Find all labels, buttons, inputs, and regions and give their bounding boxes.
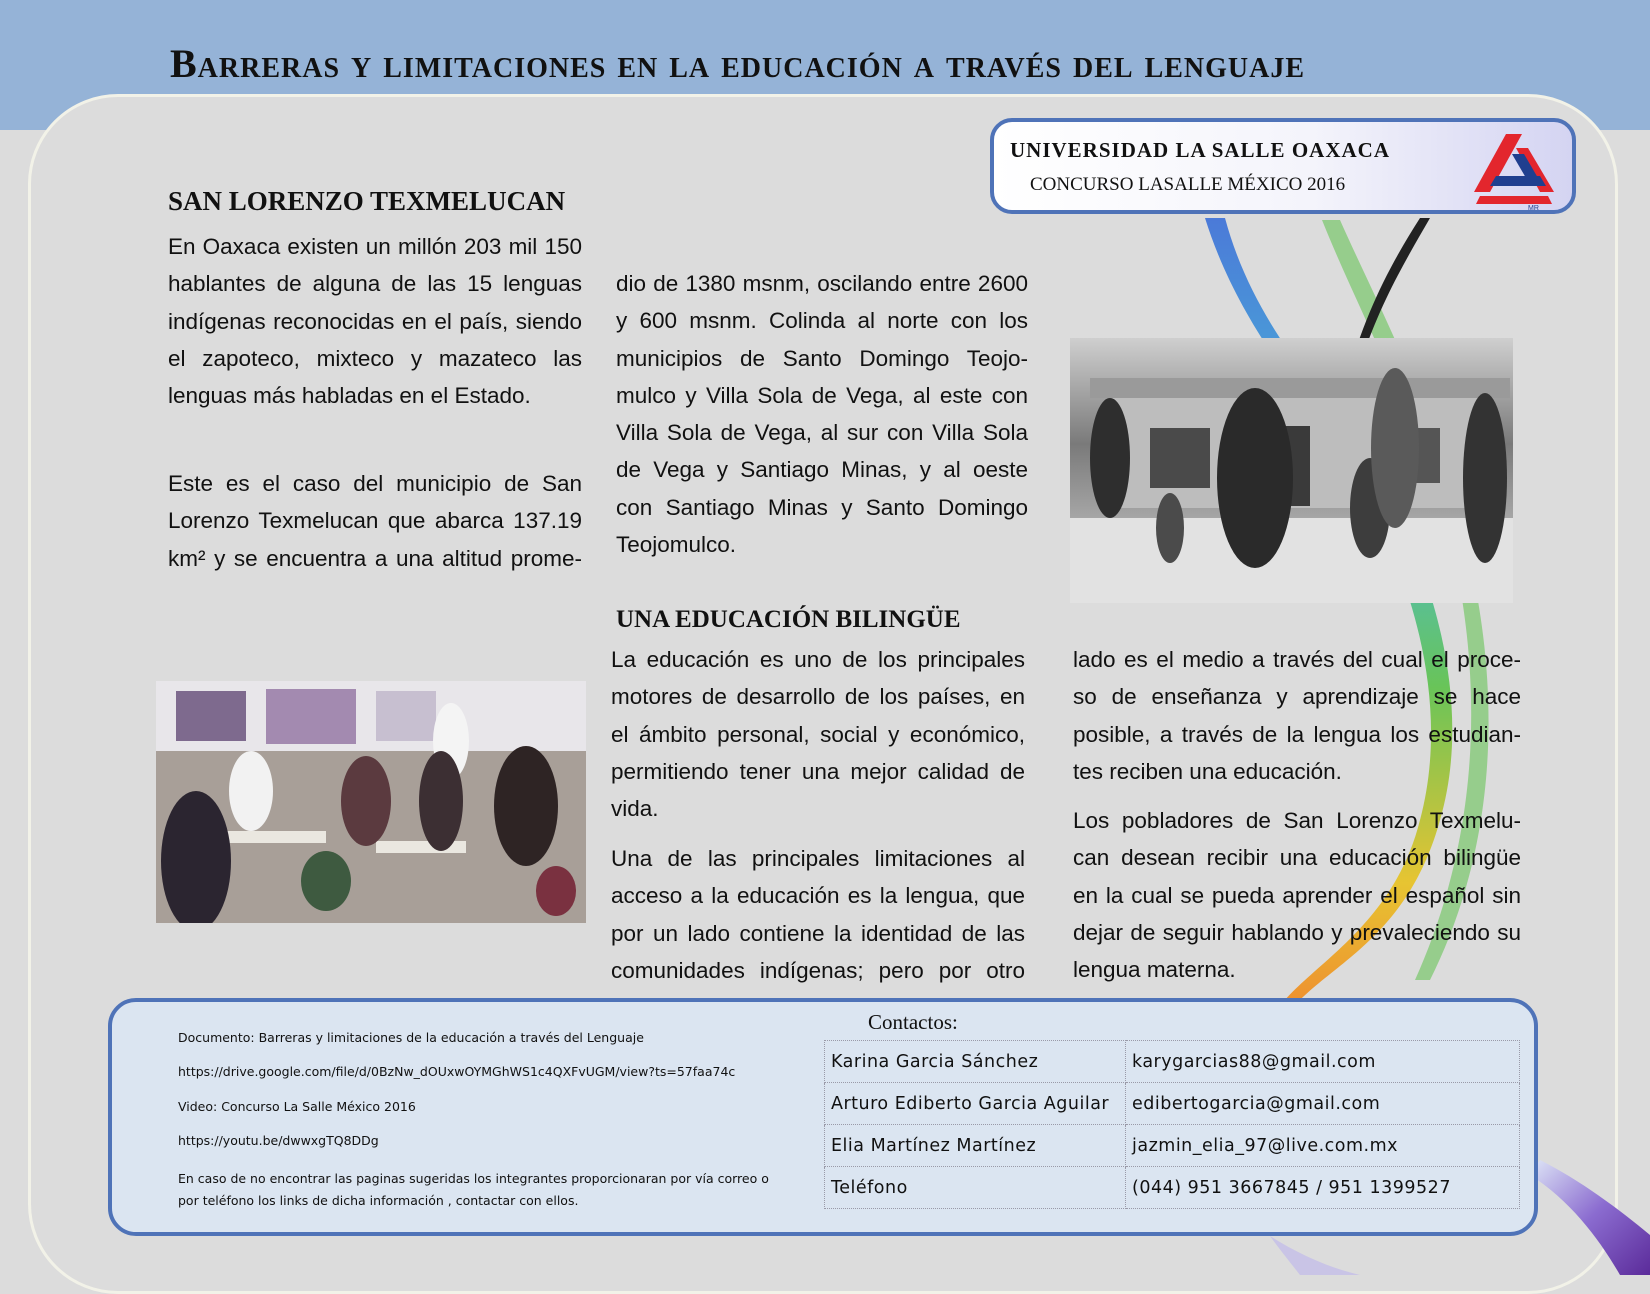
la-salle-logo-icon — [1466, 130, 1562, 210]
contact-row — [825, 1125, 1520, 1167]
paragraph-municipality: Este es el caso del municipio de San Lorenzo Texmelucan que abarca 137.19 km² y se encuentra a una altitud prome- — [168, 471, 582, 571]
contact-row — [825, 1167, 1520, 1209]
classroom-photo — [156, 681, 586, 923]
contact-email[interactable]: jazmin_elia_97@live.com.mx — [1126, 1125, 1520, 1167]
contact-row — [825, 1083, 1520, 1125]
document-line: Documento: Barreras y limitaciones de la educación a través del Lenguaje — [178, 1030, 644, 1045]
contest-name: CONCURSO LASALLE MÉXICO 2016 — [1030, 174, 1346, 195]
paragraph-language-limitation: Una de las principales limitaciones al acceso a la educación es la lengua, que por un lado contiene la identidad de las comunidades indígenas; pero por otro — [611, 846, 1025, 983]
ribbon-lavender — [1270, 1236, 1360, 1275]
university-badge — [990, 118, 1576, 214]
paragraph-education-motor: La educación es uno de los principales motores de desarrollo de los países, en el ámbito personal, social y económico, permitiendo tener una mejor calidad de vida. — [611, 647, 1025, 822]
video-line: Video: Concurso La Salle México 2016 — [178, 1099, 416, 1114]
contacts-table — [824, 1040, 1520, 1209]
paragraph-altitude-borders: dio de 1380 msnm, oscilando entre 2600 y 600 msnm. Colinda al norte con los municipios de Santo Domingo Teojo-mulco y Villa Sola de Vega, al este con Villa Sola de Vega, al sur con Villa Sola de Vega y Santiago Minas, y al oeste con Santiago Minas y Santo Domingo Teojomulco. — [616, 271, 1028, 558]
contact-row — [825, 1041, 1520, 1083]
paragraph-bilingual-desire: Los pobladores de San Lorenzo Texmelu-can desean recibir una educación bilingüe en la cual se pueda aprender el español sin dejar de seguir hablando y prevaleciendo su lengua materna. — [1073, 808, 1521, 983]
logo-mark: MR — [1528, 205, 1539, 210]
community-photo — [1070, 338, 1513, 603]
page-title: Barreras y limitaciones en la educación a través del lenguaje — [170, 41, 1306, 86]
paragraph-oaxaca-speakers: En Oaxaca existen un millón 203 mil 150 hablantes de alguna de las 15 lenguas indígenas reconocidas en el país, siendo el zapoteco, mixteco y mazateco las lenguas más habladas en el Estado. — [168, 234, 582, 409]
university-name: UNIVERSIDAD LA SALLE OAXACA — [1010, 138, 1390, 162]
section-heading-bilingual: UNA EDUCACIÓN BILINGÜE — [616, 606, 961, 633]
contact-name: Arturo Ediberto Garcia Aguilar — [825, 1083, 1126, 1125]
contact-email[interactable]: karygarcias88@gmail.com — [1126, 1041, 1520, 1083]
contact-name: Elia Martínez Martínez — [825, 1125, 1126, 1167]
phone-numbers: (044) 951 3667845 / 951 1399527 — [1126, 1167, 1520, 1209]
video-url-link[interactable]: https://youtu.be/dwwxgTQ8DDg — [178, 1133, 379, 1148]
ribbon-purple — [1530, 1160, 1650, 1275]
contacts-title: Contactos: — [868, 1010, 958, 1034]
section-heading-san-lorenzo: SAN LORENZO TEXMELUCAN — [168, 186, 566, 216]
contact-email[interactable]: edibertogarcia@gmail.com — [1126, 1083, 1520, 1125]
footer-panel — [108, 998, 1538, 1236]
paragraph-teaching-medium: lado es el medio a través del cual el proce-so de enseñanza y aprendizaje se hace posible, a través de la lengua los estudian-tes reciben una educación. — [1073, 647, 1521, 784]
footer-note: En caso de no encontrar las paginas sugeridas los integrantes proporcionaran por vía correo o por teléfono los links de dicha información , contactar con ellos. — [178, 1171, 769, 1208]
document-url-link[interactable]: https://drive.google.com/file/d/0BzNw_dOUxwOYMGhWS1c4QXFvUGM/view?ts=57faa74c — [178, 1064, 736, 1079]
phone-label: Teléfono — [825, 1167, 1126, 1209]
contact-name: Karina Garcia Sánchez — [825, 1041, 1126, 1083]
